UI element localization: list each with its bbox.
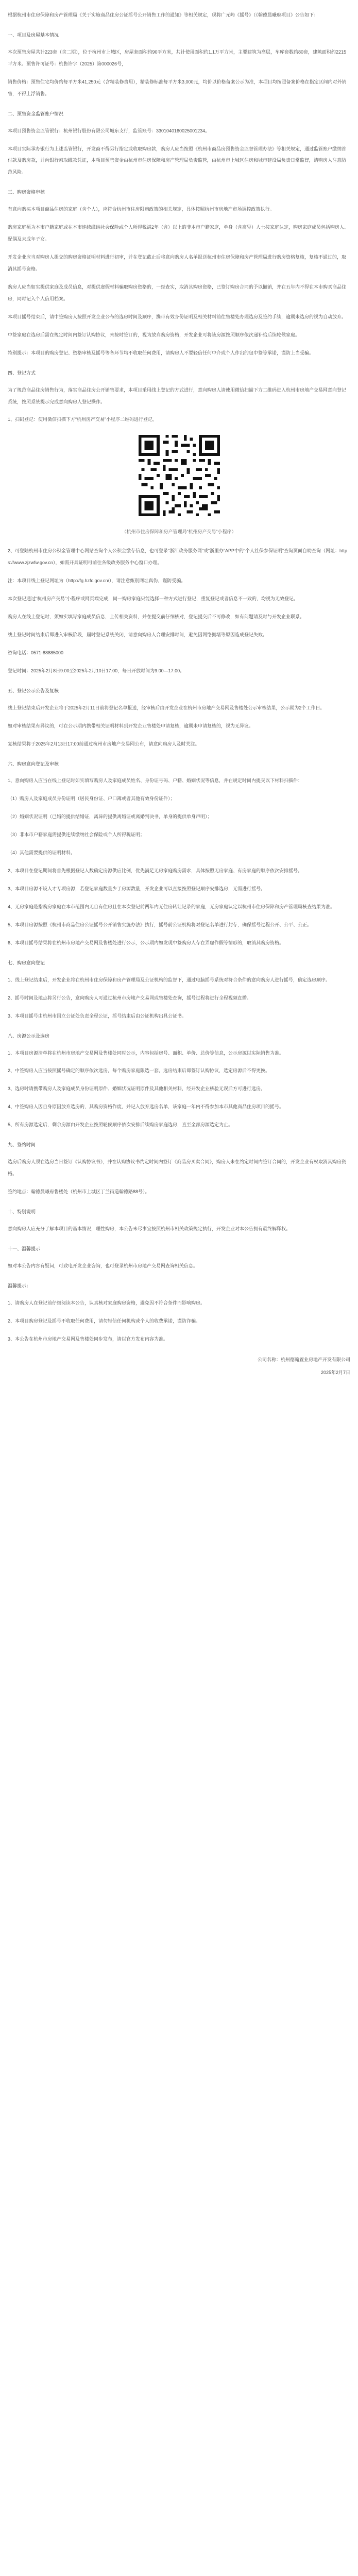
paragraph: 本次预售房屋共计223套（含二期），位于杭州市上城区，房屋套面积约90平方米，共计使用面积约1.1万平方米，主要建筑为高层，车库套数约80套，建筑面积约2215平方米。预售许可证号：杭售许字（2025）第000026号， xyxy=(8,49,347,66)
paragraph: 3、本公告在杭州市房地产交易网及售楼处同步发布，请以官方发布内容为准。 xyxy=(8,1336,168,1342)
qr-caption: （杭州市住房保障和房产管理局“杭州房产交易”小程序） xyxy=(122,529,236,535)
section-heading-4: 四、登记方式 xyxy=(8,370,36,376)
paragraph: 注：本项目线上登记网址为（http://fg.hzfc.gov.cn/），请注意甄别网址真伪，谨防受骗。 xyxy=(8,578,186,584)
company-signature: 公司名称：杭州德翰置业房地产开发有限公司 xyxy=(257,1357,350,1363)
paragraph: 1、请购房人在登记前仔细阅读本公告，认真核对家庭购房资格，避免因不符合条件而影响购房。 xyxy=(8,1300,206,1306)
paragraph: 销售价格：预售住宅均价约每平方米41,250元（含精装修费用），精装修标准每平方米3,000元，均价以价格备案公示为准，本项目均按照备案价格在指定区间内对外销售，不得上浮销售。 xyxy=(8,79,347,96)
intro-paragraph: 根据杭州市住房保障和房产管理局《关于实施商品住房公证摇号公开销售工作的通知》等相关规定，现将广元屿《摇号》（《翰德晨曦府项目》公告如下： xyxy=(8,12,319,18)
paragraph: 开发企业应当对购房人提交的购房资格证明材料进行初审，并在登记截止后将意向购房人名单报送杭州市住房保障和房产管理局进行购房资格复核，复核不通过的，取消其摇号资格。 xyxy=(8,255,347,272)
paragraph: 本项目摇号结束后，请中签购房人按照开发企业公布的选房时间及顺序，携带有效身份证明及相关材料前往售楼处办理选房及签约手续，逾期未选房的视为自动放弃。 xyxy=(8,314,347,319)
announcement-date: 2025年2月7日 xyxy=(320,1370,350,1376)
paragraph: 4、无房家庭是指购房家庭在本市范围内无自有住房且在本次登记前两年内无住房转让记录的家庭，无房家庭认定以杭州市住房保障和房产管理局核查结果为准。 xyxy=(8,904,335,909)
paragraph: 5、所有房源选定后，剩余房源由开发企业按照轮候顺序依次安排后续购房家庭选房，直至全部房源选定为止。 xyxy=(8,1122,233,1128)
paragraph: 本项目预售资金监管银行：杭州银行股份有限公司城东支行，监管账号：3301040160025001234。 xyxy=(8,128,210,133)
paragraph: 本项目实际承办银行为上述监管银行，开发商不得另行指定或收取购房款，购房人应当按照《杭州市商品房预售资金监督管理办法》等相关规定，通过监管账户缴纳首付款及购房款，并向银行索取缴款凭证，本项目预售资金由杭州市住房保障和房产管理局负责监管，由杭州市上城区住房和城市建设局负责日常监督，请购房人注意防范风险。 xyxy=(8,146,347,175)
paragraph: 3、选房时请携带购房人及家庭成员身份证明原件、婚姻状况证明原件及其他相关材料，经开发企业核验无误后方可进行选房。 xyxy=(8,1086,266,1092)
paragraph: 复核结果将于2025年2月13日17:00前通过杭州市房地产交易网公布，请意向购房人及时关注。 xyxy=(8,741,200,747)
paragraph: 1、意向购房人应当在线上登记时如实填写购房人及家庭成员姓名、身份证号码、户籍、婚姻状况等信息，并在规定时间内提交以下材料扫描件： xyxy=(8,778,303,784)
paragraph: 线上登记结束后开发企业将于2025年2月11日前将登记名单报送，经审核后由开发企业在杭州市房地产交易网及售楼处公示审核结果，公示期为2个工作日。 xyxy=(8,705,325,710)
paragraph: 如对审核结果有异议的，可在公示期内携带相关证明材料到开发企业售楼处申请复核，逾期未申请复核的，视为无异议。 xyxy=(8,723,254,728)
paragraph: （2）婚姻状况证明（已婚的提供结婚证，离异的提供离婚证或离婚判决书，单身的提供单身声明）； xyxy=(8,814,212,820)
paragraph: 有意向购买本项目商品住房的家庭（含个人），应符合杭州市住房限购政策的相关规定，具体按照杭州市房地产市场调控政策执行。 xyxy=(8,207,275,212)
paragraph: 1、本项目房源清单将在杭州市房地产交易网及售楼处同时公示，内容包括房号、面积、单价、总价等信息，公示房源以实际销售为准。 xyxy=(8,1050,284,1056)
paragraph: （1）购房人及家庭成员身份证明（居民身份证、户口簿或者其他有效身份证件）； xyxy=(8,796,175,802)
paragraph: 购房家庭须为本市户籍家庭或在本市连续缴纳社会保险或个人所得税满2年（含）以上的非本市户籍家庭，单身（含离异）人士按家庭认定，购房家庭成员包括购房人、配偶及未成年子女。 xyxy=(8,225,349,242)
paragraph: 2、本项目购房登记及摇号不收取任何费用，请勿轻信任何机构或个人的收费承诺，谨防诈骗。 xyxy=(8,1318,201,1324)
section-heading-7: 七、购房意向登记 xyxy=(8,960,45,965)
section-heading-2: 二、预售资金监管账户情况 xyxy=(8,111,64,116)
paragraph: 如对本公告内容有疑问，可致电开发企业咨询，也可登录杭州市房地产交易网查询相关信息。 xyxy=(8,1263,198,1268)
section-heading-9: 九、签约时间 xyxy=(8,1142,36,1148)
section-heading-3: 三、购房资格审核 xyxy=(8,190,45,195)
paragraph: 中签家庭在选房后需在规定时间内签订认购协议，未按时签订的，视为放弃购房资格，开发企业可将该房源按照顺序依次递补给后续轮候家庭。 xyxy=(8,332,300,337)
paragraph: 意向购房人应充分了解本项目的基本情况，理性购房，本公告未尽事宜按照杭州市相关政策规定执行，开发企业对本公告拥有最终解释权。 xyxy=(8,1226,291,1231)
section-heading-11: 十一、温馨提示 xyxy=(8,1246,41,1251)
paragraph: 1、线上登记结束后，开发企业将在杭州市住房保障和房产管理局及公证机构的监督下，通过电脑摇号系统对符合条件的意向购房人进行摇号，确定选房顺序。 xyxy=(8,977,331,982)
qr-code-block xyxy=(8,432,350,524)
registration-time: 登记时间：2025年2月8日9:00至2025年2月10日17:00，每日开放时间为9:00—17:00。 xyxy=(8,668,185,673)
paragraph: 2、可登陆杭州市住房公积金管理中心网站查询个人公积金缴存信息，也可登录“浙江政务服务网”或“浙里办”APP中的“个人社保参保证明”查询页面自助查询（网址：https://www.zjzwfw.gov.cn），如需开具证明可前往各级政务服务中心窗口办理。 xyxy=(8,548,348,566)
section-heading-6: 六、购房意向登记及审核 xyxy=(8,761,59,767)
paragraph: 为了规范商品住房销售行为，落实商品住房公开销售要求，本项目采用线上登记的方式进行，意向购房人请使用微信扫描下方二维码进入杭州市房地产交易网意向登记系统，按照系统提示完成意向购房人登记操作。 xyxy=(8,387,347,404)
paragraph: 2、摇号时间及地点将另行公告，意向购房人可通过杭州市房地产交易网或售楼处查询，摇号过程将进行全程视频直播。 xyxy=(8,995,252,1001)
contact-phone: 咨询电话：0571-88885000 xyxy=(8,650,64,655)
paragraph: 线上登记时间结束后即进入审核阶段，届时登记系统关闭，请意向购房人合理安排时间，避免因网络拥堵等原因造成登记失败。 xyxy=(8,632,268,637)
announcement-document xyxy=(8,0,350,1399)
paragraph: 3、本项目房源不设人才专项房源，若登记家庭数量少于房源数量，开发企业可以直接按照登记顺序安排选房，无需进行摇号。 xyxy=(8,886,266,892)
paragraph: （3）非本市户籍家庭需提供连续缴纳社会保险或个人所得税证明； xyxy=(8,832,145,838)
reminder-heading: 温馨提示： xyxy=(8,1283,31,1289)
paragraph: 本次登记通过“杭州房产交易”小程序或网页端完成，同一购房家庭只能选择一种方式进行登记，重复登记或者信息不一致的，均视为无效登记。 xyxy=(8,596,298,602)
section-heading-8: 八、房源公示及选房 xyxy=(8,1033,50,1039)
paragraph: 签约地点：翰德晨曦府售楼处（杭州市上城区丁兰街道翰德路88号）。 xyxy=(8,1189,150,1194)
paragraph: 特别提示：本项目的购房登记、资格审核及摇号等各环节均不收取任何费用，请购房人不要轻信任何中介或个人作出的包中签等承诺，谨防上当受骗。 xyxy=(8,350,314,355)
section-heading-5: 五、登记公示公告及复核 xyxy=(8,688,59,693)
paragraph: 3、本项目摇号由杭州市国立公证处负责全程公证，摇号结束后由公证机构出具公证书。 xyxy=(8,1013,187,1019)
paragraph: 2、中签购房人应当按照摇号确定的顺序依次选房，每个购房家庭限选一套，选房结束后即签订认购协议，选定房源后不得更换。 xyxy=(8,1068,270,1074)
paragraph: 5、本项目房源按照《杭州市商品住房公证摇号公开销售实施办法》执行，摇号前公证机构将对登记名单进行封存，确保摇号过程公开、公平、公正。 xyxy=(8,922,312,927)
paragraph: 购房人应当如实提供家庭及成员信息，对提供虚假材料骗取购房资格的，一经查实，取消其购房资格，已签订购房合同的予以撤销，并在五年内不得在本市购买商品住房，同时记入个人信用档案。 xyxy=(8,284,347,301)
paragraph: 2、本项目在登记期间将首先根据登记人数确定房源供应比例，优先满足无房家庭购房需求，具体按照无房家庭、有房家庭的顺序依次安排摇号。 xyxy=(8,868,303,874)
paragraph: （4）其他需要提供的证明材料。 xyxy=(8,850,76,856)
paragraph: 4、中签购房人因自身原因放弃选房的，其购房资格作废，并记入放弃选房名单，该家庭一年内不得参加本市其他商品住房项目的摇号。 xyxy=(8,1104,284,1110)
paragraph: 购房人在线上登记时，须如实填写家庭成员信息，上传相关资料，并在提交前仔细核对，登记提交后不可修改，如有问题请及时与开发企业联系。 xyxy=(8,614,305,619)
section-heading-10: 十、特别说明 xyxy=(8,1209,36,1214)
paragraph: 1、扫码登记：使用微信扫描下方“杭州房产交易”小程序二维码进行登记。 xyxy=(8,417,158,422)
section-heading-1: 一、项目及房屋基本情况 xyxy=(8,32,59,38)
qr-code-icon xyxy=(135,432,223,519)
paragraph: 选房后购房人须在选房当日签订《认购协议书》，并在认购协议书约定时间内签订《商品房买卖合同》，购房人未在约定时间内签订合同的，开发企业有权取消其购房资格。 xyxy=(8,1159,347,1177)
paragraph: 6、本项目摇号结果将在杭州市房地产交易网及售楼处进行公示，公示期内如发现中签购房人存在弄虚作假等情形的，取消其购房资格。 xyxy=(8,940,284,945)
